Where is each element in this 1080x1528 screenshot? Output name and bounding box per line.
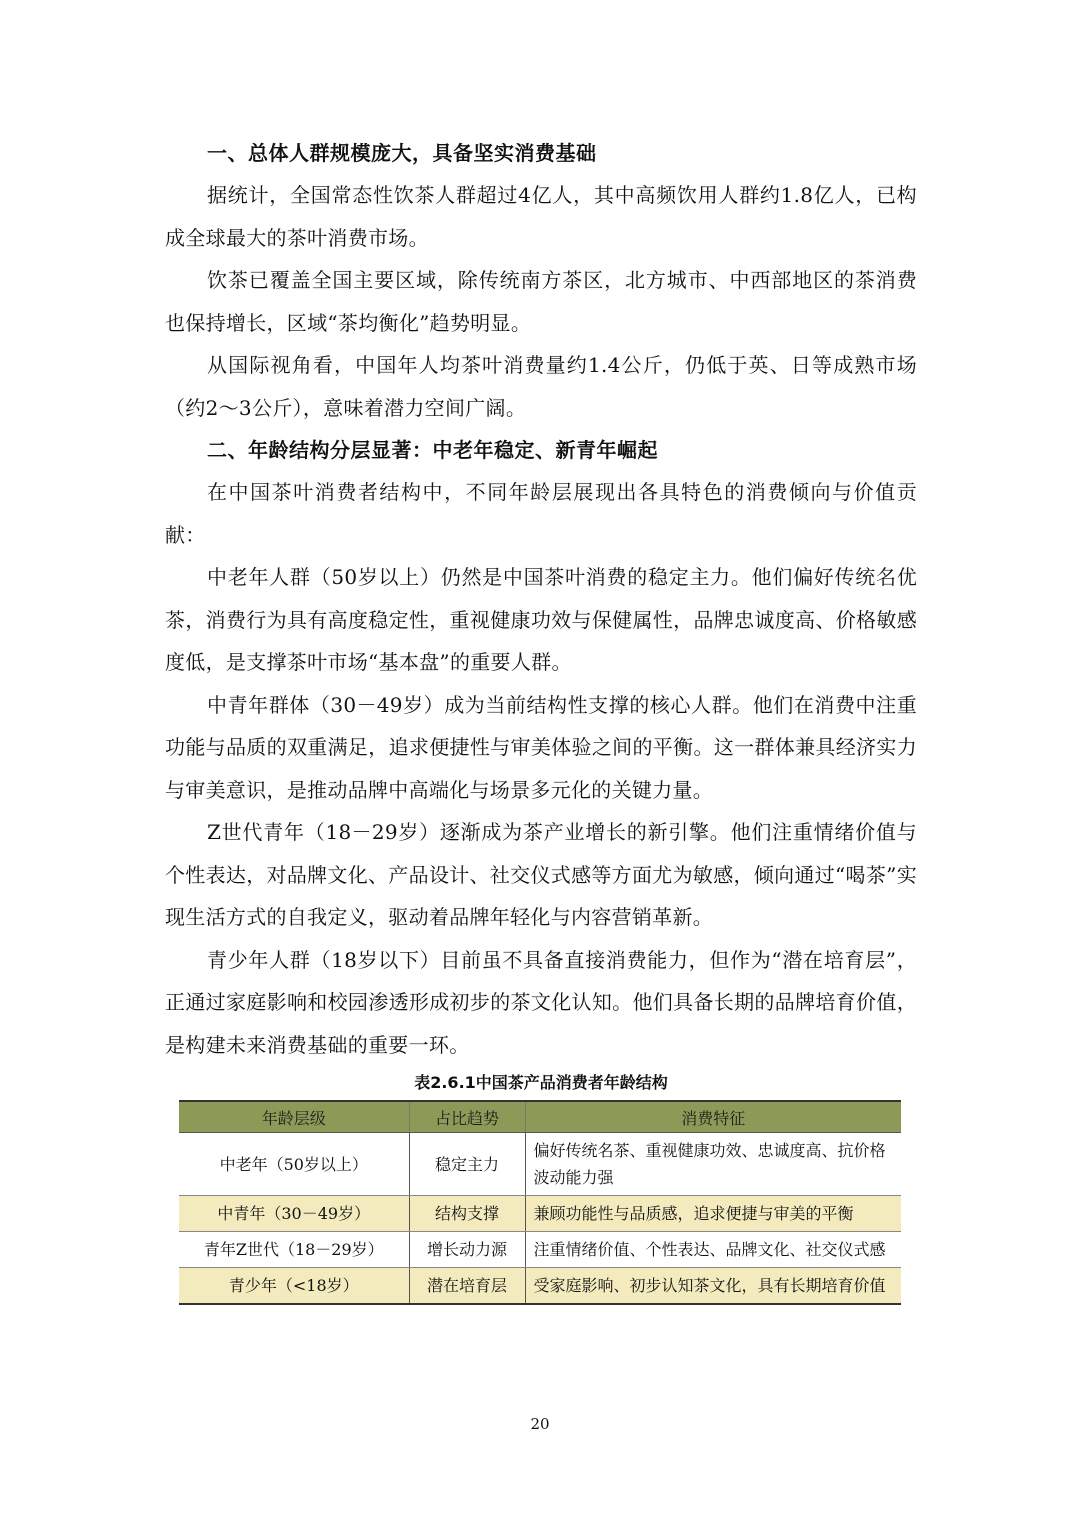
cell-age-level: 青少年（<18岁） <box>179 1268 409 1305</box>
paragraph: 饮茶已覆盖全国主要区域，除传统南方茶区，北方城市、中西部地区的茶消费也保持增长，区域“茶均衡化”趋势明显。 <box>165 268 917 335</box>
cell-age-level: 中青年（30－49岁） <box>179 1196 409 1232</box>
cell-features: 受家庭影响、初步认知茶文化，具有长期培育价值 <box>525 1268 901 1305</box>
table-row <box>179 1268 901 1305</box>
header-share-trend: 占比趋势 <box>409 1101 525 1133</box>
paragraph: 中青年群体（30－49岁）成为当前结构性支撑的核心人群。他们在消费中注重功能与品质的双重满足，追求便捷性与审美体验之间的平衡。这一群体兼具经济实力与审美意识，是推动品牌中高端化与场景多元化的关键力量。 <box>165 692 917 802</box>
cell-features: 注重情绪价值、个性表达、品牌文化、社交仪式感 <box>525 1232 901 1268</box>
paragraph: 青少年人群（18岁以下）目前虽不具备直接消费能力，但作为“潜在培育层”，正通过家庭影响和校园渗透形成初步的茶文化认知。他们具备长期的品牌培育价值，是构建未来消费基础的重要一环。 <box>165 947 917 1057</box>
cell-trend: 稳定主力 <box>409 1133 525 1196</box>
cell-features: 兼顾功能性与品质感，追求便捷与审美的平衡 <box>525 1196 901 1232</box>
cell-trend: 潜在培育层 <box>409 1268 525 1305</box>
table-caption: 表2.6.1中国茶产品消费者年龄结构 <box>414 1073 668 1092</box>
cell-features: 偏好传统名茶、重视健康功效、忠诚度高、抗价格波动能力强 <box>525 1133 901 1196</box>
paragraph: 从国际视角看，中国年人均茶叶消费量约1.4公斤，仍低于英、日等成熟市场（约2～3公斤），意味着潜力空间广阔。 <box>165 353 917 420</box>
header-consumption-features: 消费特征 <box>525 1101 901 1133</box>
age-structure-table <box>179 1100 901 1305</box>
page-number: 20 <box>530 1415 550 1433</box>
header-age-level: 年龄层级 <box>179 1101 409 1133</box>
paragraph: Z世代青年（18－29岁）逐渐成为茶产业增长的新引擎。他们注重情绪价值与个性表达，对品牌文化、产品设计、社交仪式感等方面尤为敏感，倾向通过“喝茶”实现生活方式的自我定义，驱动着品牌年轻化与内容营销革新。 <box>165 820 917 929</box>
table-row <box>179 1196 901 1232</box>
table-row <box>179 1232 901 1268</box>
paragraph: 据统计，全国常态性饮茶人群超过4亿人，其中高频饮用人群约1.8亿人，已构成全球最大的茶叶消费市场。 <box>165 183 917 250</box>
section-heading-1: 一、总体人群规模庞大，具备坚实消费基础 <box>207 141 597 165</box>
page-content <box>165 132 917 1305</box>
cell-trend: 结构支撑 <box>409 1196 525 1232</box>
table-row <box>179 1133 901 1196</box>
cell-age-level: 青年Z世代（18－29岁） <box>179 1232 409 1268</box>
cell-trend: 增长动力源 <box>409 1232 525 1268</box>
table-header-row <box>179 1101 901 1133</box>
cell-age-level: 中老年（50岁以上） <box>179 1133 409 1196</box>
paragraph: 在中国茶叶消费者结构中，不同年龄层展现出各具特色的消费倾向与价值贡献： <box>165 480 917 547</box>
paragraph: 中老年人群（50岁以上）仍然是中国茶叶消费的稳定主力。他们偏好传统名优茶，消费行为具有高度稳定性，重视健康功效与保健属性，品牌忠诚度高、价格敏感度低，是支撑茶叶市场“基本盘”的重要人群。 <box>165 565 917 674</box>
section-heading-2: 二、年龄结构分层显著：中老年稳定、新青年崛起 <box>207 438 658 462</box>
